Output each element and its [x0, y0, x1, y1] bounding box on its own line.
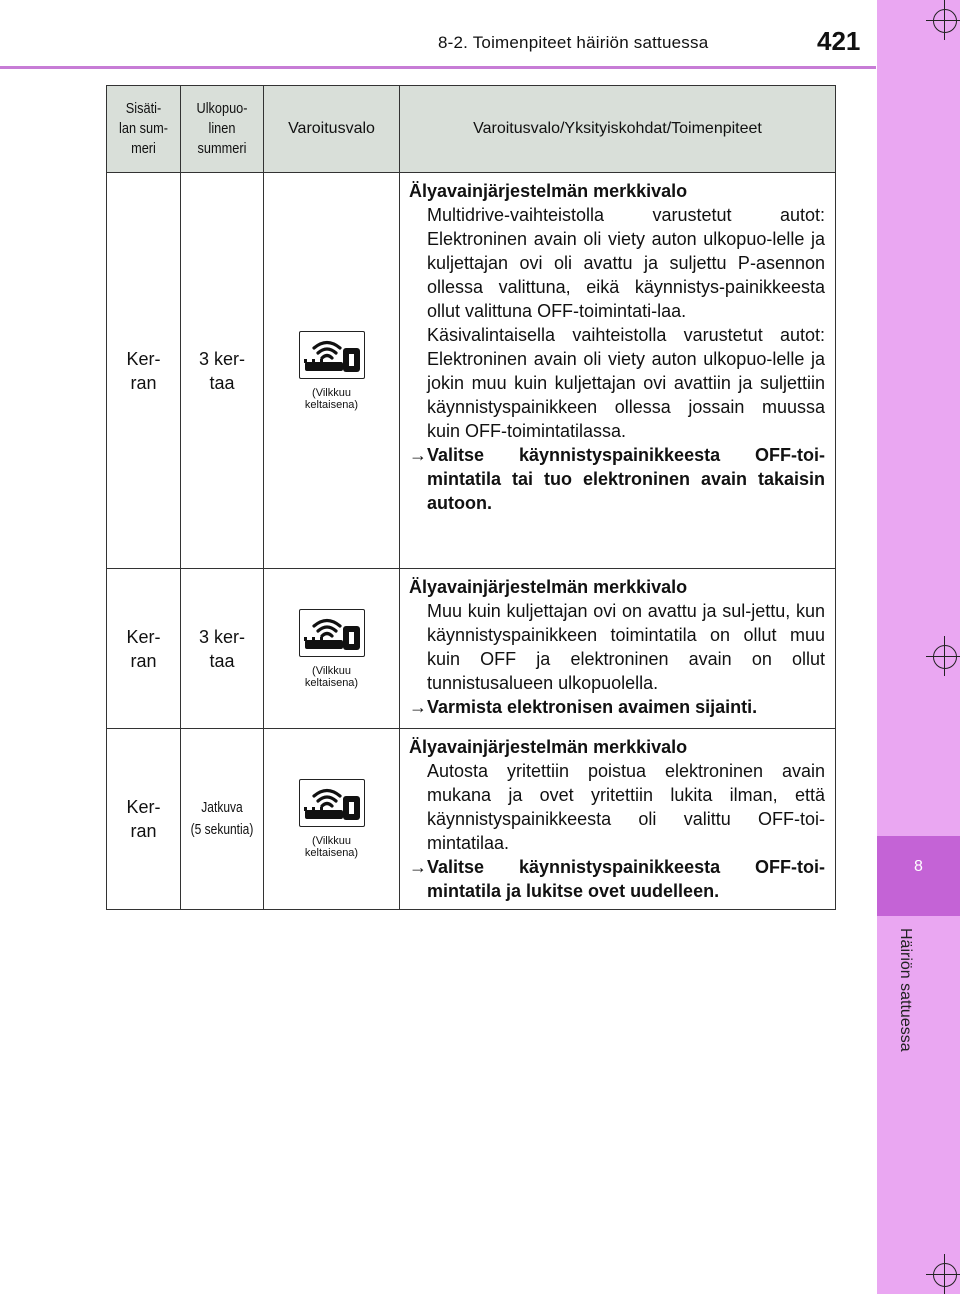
details-text: Käsivalintaisella vaihteistolla varustetut autot: Elektroninen avain oli viety auton ulkopuo-lelle ja jokin muu kuin kuljettajan ovi avattiin ja suljettiin käynnistyspainikkeen ollessa jossain muussa kuin OFF-toimintatilassa.	[427, 325, 825, 441]
icon-caption: keltaisena)	[304, 676, 359, 689]
inner-buzzer-text: Ker-	[126, 626, 161, 647]
icon-caption: (Vilkkuu	[312, 835, 351, 847]
indicator-title: Älyavainjärjestelmän merkkivalo	[409, 577, 688, 597]
icon-caption: keltaisena)	[304, 847, 359, 859]
arrow-icon: →	[409, 445, 427, 465]
section-title: 8-2. Toimenpiteet häiriön sattuessa	[438, 33, 709, 52]
table-row	[107, 569, 836, 729]
icon-caption: (Vilkkuu	[312, 386, 351, 399]
table-row	[107, 173, 836, 569]
table-header-row	[107, 86, 836, 173]
icon-caption: keltaisena)	[304, 398, 359, 411]
warning-light-cell	[264, 173, 400, 569]
inner-buzzer-text: ran	[130, 650, 157, 671]
column-header-inner-buzzer: Sisäti- lan sum- meri	[107, 86, 181, 173]
outer-buzzer-cell	[181, 569, 264, 729]
details-text: Autosta yritettiin poistua elektroninen avain mukana ja ovet yritettiin lukita ilman, että käynnistyspainikkeesta oli valittu OFF-toi-mintatilaa.	[427, 761, 825, 853]
smart-key-warning-icon	[299, 779, 365, 827]
inner-buzzer-cell	[107, 569, 181, 729]
column-header-warning-light: Varoitusvalo	[264, 86, 400, 173]
indicator-title: Älyavainjärjestelmän merkkivalo	[409, 181, 688, 201]
crop-mark	[933, 1263, 957, 1287]
icon-caption: (Vilkkuu	[312, 664, 351, 677]
action-label: Valitse käynnistyspainikkeesta OFF-toi-mintatila ja lukitse ovet uudelleen.	[427, 857, 825, 901]
action-label: Valitse käynnistyspainikkeesta OFF-toi-mintatila tai tuo elektroninen avain takaisin autoon.	[427, 445, 825, 513]
outer-buzzer-text: taa	[209, 650, 235, 671]
arrow-icon: →	[409, 857, 427, 877]
page-number: 421	[817, 26, 861, 56]
outer-buzzer-text: (5 sekuntia)	[190, 821, 254, 838]
action-text	[409, 443, 825, 515]
header-rule	[0, 66, 876, 69]
action-label: Varmista elektronisen avaimen sijainti.	[427, 697, 758, 717]
warning-light-cell	[264, 729, 400, 910]
warning-buzzer-table	[106, 85, 836, 910]
outer-buzzer-text: Jatkuva	[201, 799, 243, 816]
inner-buzzer-cell	[107, 729, 181, 910]
outer-buzzer-text: 3 ker-	[198, 626, 245, 647]
action-text	[409, 695, 825, 719]
inner-buzzer-text: Ker-	[126, 797, 161, 817]
smart-key-warning-icon	[299, 609, 365, 657]
crop-mark	[933, 9, 957, 33]
inner-buzzer-text: Ker-	[126, 348, 161, 369]
column-header-details: Varoitusvalo/Yksityiskohdat/Toimenpiteet	[400, 86, 836, 173]
arrow-icon: →	[409, 697, 427, 717]
inner-buzzer-text: ran	[130, 821, 157, 841]
chapter-number: 8	[914, 858, 923, 875]
side-tab-chapter-marker	[877, 836, 960, 916]
warning-light-cell	[264, 569, 400, 729]
outer-buzzer-cell	[181, 729, 264, 910]
details-text: Multidrive-vaihteistolla varustetut autot: Elektroninen avain oli viety auton ulkopuo-lelle ja kuljettajan ovi oli avattu ja suljettu P-asennon ollessa valittuna, eikä käynnistys-painikkeesta ollut valittuna OFF-toimintati-laa.	[427, 205, 825, 321]
outer-buzzer-cell	[181, 173, 264, 569]
inner-buzzer-text: ran	[130, 372, 157, 393]
outer-buzzer-text: 3 ker-	[198, 348, 245, 369]
smart-key-warning-icon	[299, 331, 365, 379]
details-cell	[400, 173, 836, 569]
details-cell	[400, 729, 836, 910]
table-row	[107, 729, 836, 910]
action-text	[409, 855, 825, 903]
column-header-outer-buzzer: Ulkopuo- linen summeri	[181, 86, 264, 173]
chapter-title: Häiriön sattuessa	[897, 928, 914, 1052]
details-text: Muu kuin kuljettajan ovi on avattu ja sul-jettu, kun käynnistyspainikkeen toimintatila on ollut muu kuin OFF ja elektroninen avain on ollut tunnistusalueen ulkopuolella.	[427, 601, 825, 693]
inner-buzzer-cell	[107, 173, 181, 569]
crop-mark	[933, 645, 957, 669]
outer-buzzer-text: taa	[209, 372, 235, 393]
indicator-title: Älyavainjärjestelmän merkkivalo	[409, 737, 688, 757]
details-cell	[400, 569, 836, 729]
